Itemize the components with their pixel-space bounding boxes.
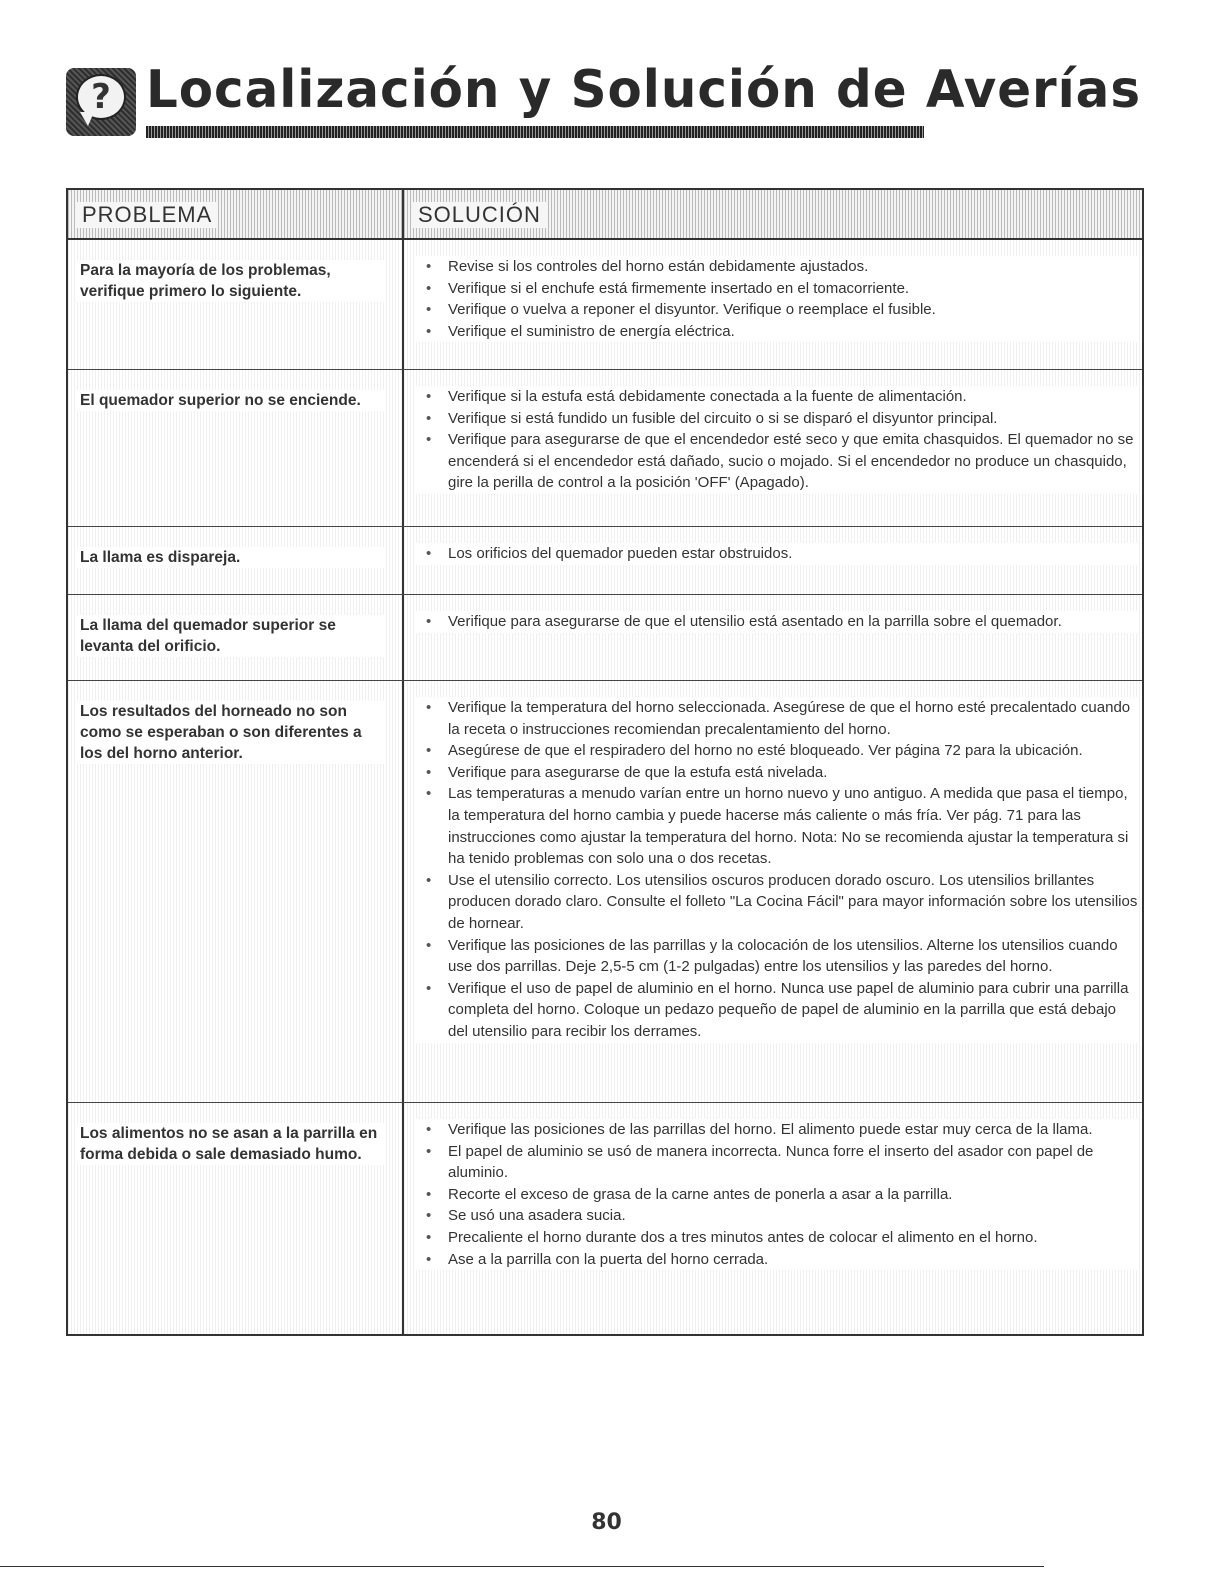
table-row bbox=[68, 681, 1142, 1103]
list-item: • Verifique si el enchufe está firmemente insertado en el tomacorriente. bbox=[414, 278, 1138, 300]
list-item: • Verifique si está fundido un fusible del circuito o si se disparó el disyuntor principal. bbox=[414, 408, 1138, 430]
problem-text: Los alimentos no se asan a la parrilla en forma debida o sale demasiado humo. bbox=[76, 1123, 384, 1165]
table-row bbox=[68, 240, 1142, 370]
solution-list bbox=[414, 611, 1138, 633]
solution-list bbox=[414, 697, 1138, 1043]
list-item: • Verifique el uso de papel de aluminio en el horno. Nunca use papel de aluminio para cubrir una parrilla completa del horno. Coloque un pedazo pequeño de papel de aluminio en la parrilla que está debajo del utensilio para recibir los derrames. bbox=[414, 978, 1138, 1043]
list-item: • Verifique para asegurarse de que la estufa está nivelada. bbox=[414, 762, 1138, 784]
list-item: • Use el utensilio correcto. Los utensilios oscuros producen dorado oscuro. Los utensilios brillantes producen dorado claro. Consulte el folleto "La Cocina Fácil" para mayor información sobre los utensilios de hornear. bbox=[414, 870, 1138, 935]
list-item: • Verifique el suministro de energía eléctrica. bbox=[414, 321, 1138, 343]
table-row bbox=[68, 595, 1142, 681]
problem-text: Los resultados del horneado no son como se esperaban o son diferentes a los del horno anterior. bbox=[76, 701, 384, 764]
table-header-row bbox=[68, 190, 1142, 240]
page-title: Localización y Solución de Averías bbox=[146, 60, 1141, 120]
list-item: • Asegúrese de que el respiradero del horno no esté bloqueado. Ver página 72 para la ubicación. bbox=[414, 740, 1138, 762]
page-number: 80 bbox=[591, 1510, 622, 1535]
question-mark-icon bbox=[66, 68, 136, 136]
troubleshooting-table bbox=[66, 188, 1144, 1336]
list-item: • Se usó una asadera sucia. bbox=[414, 1205, 1138, 1227]
header-solution: SOLUCIÓN bbox=[412, 202, 547, 228]
list-item: • Ase a la parrilla con la puerta del horno cerrada. bbox=[414, 1249, 1138, 1271]
list-item: • Verifique si la estufa está debidamente conectada a la fuente de alimentación. bbox=[414, 386, 1138, 408]
problem-text: Para la mayoría de los problemas, verifique primero lo siguiente. bbox=[76, 260, 384, 302]
problem-text: La llama es dispareja. bbox=[76, 547, 384, 568]
solution-list bbox=[414, 386, 1138, 494]
solution-list bbox=[414, 1119, 1138, 1270]
list-item: • Revise si los controles del horno están debidamente ajustados. bbox=[414, 256, 1138, 278]
list-item: • Verifique para asegurarse de que el utensilio está asentado en la parrilla sobre el quemador. bbox=[414, 611, 1138, 633]
list-item: • Las temperaturas a menudo varían entre un horno nuevo y uno antiguo. A medida que pasa el tiempo, la temperatura del horno cambia y puede hacerse más caliente o más fría. Ver pág. 71 para las instrucciones como ajustar la temperatura del horno. Nota: No se recomienda ajustar la temperatura si ha tenido problemas con solo una o dos recetas. bbox=[414, 783, 1138, 869]
problem-text: La llama del quemador superior se levanta del orificio. bbox=[76, 615, 384, 657]
list-item: • Verifique la temperatura del horno seleccionada. Asegúrese de que el horno esté precalentado cuando la receta o instrucciones recomiendan precalentamiento del horno. bbox=[414, 697, 1138, 740]
header-problem: PROBLEMA bbox=[76, 202, 218, 228]
list-item: • Recorte el exceso de grasa de la carne antes de ponerla a asar a la parrilla. bbox=[414, 1184, 1138, 1206]
list-item: • El papel de aluminio se usó de manera incorrecta. Nunca forre el inserto del asador con papel de aluminio. bbox=[414, 1141, 1138, 1184]
list-item: • Verifique o vuelva a reponer el disyuntor. Verifique o reemplace el fusible. bbox=[414, 299, 1138, 321]
table-row bbox=[68, 1103, 1142, 1336]
list-item: • Los orificios del quemador pueden estar obstruidos. bbox=[414, 543, 1138, 565]
list-item: • Verifique las posiciones de las parrillas del horno. El alimento puede estar muy cerca de la llama. bbox=[414, 1119, 1138, 1141]
solution-list bbox=[414, 256, 1138, 342]
problem-text: El quemador superior no se enciende. bbox=[76, 390, 384, 411]
title-underline bbox=[146, 126, 924, 138]
speech-bubble-icon: ? bbox=[76, 74, 126, 120]
table-row bbox=[68, 370, 1142, 527]
list-item: • Verifique para asegurarse de que el encendedor esté seco y que emita chasquidos. El quemador no se encenderá si el encendedor está dañado, sucio o mojado. Si el encendedor no produce un chasquido, gire la perilla de control a la posición 'OFF' (Apagado). bbox=[414, 429, 1138, 494]
solution-list bbox=[414, 543, 1138, 565]
bottom-rule bbox=[0, 1566, 1044, 1567]
list-item: • Precaliente el horno durante dos a tres minutos antes de colocar el alimento en el horno. bbox=[414, 1227, 1138, 1249]
table-row bbox=[68, 527, 1142, 595]
page-header bbox=[66, 60, 1141, 150]
list-item: • Verifique las posiciones de las parrillas y la colocación de los utensilios. Alterne los utensilios cuando use dos parrillas. Deje 2,5-5 cm (1-2 pulgadas) entre los utensilios y las paredes del horno. bbox=[414, 935, 1138, 978]
